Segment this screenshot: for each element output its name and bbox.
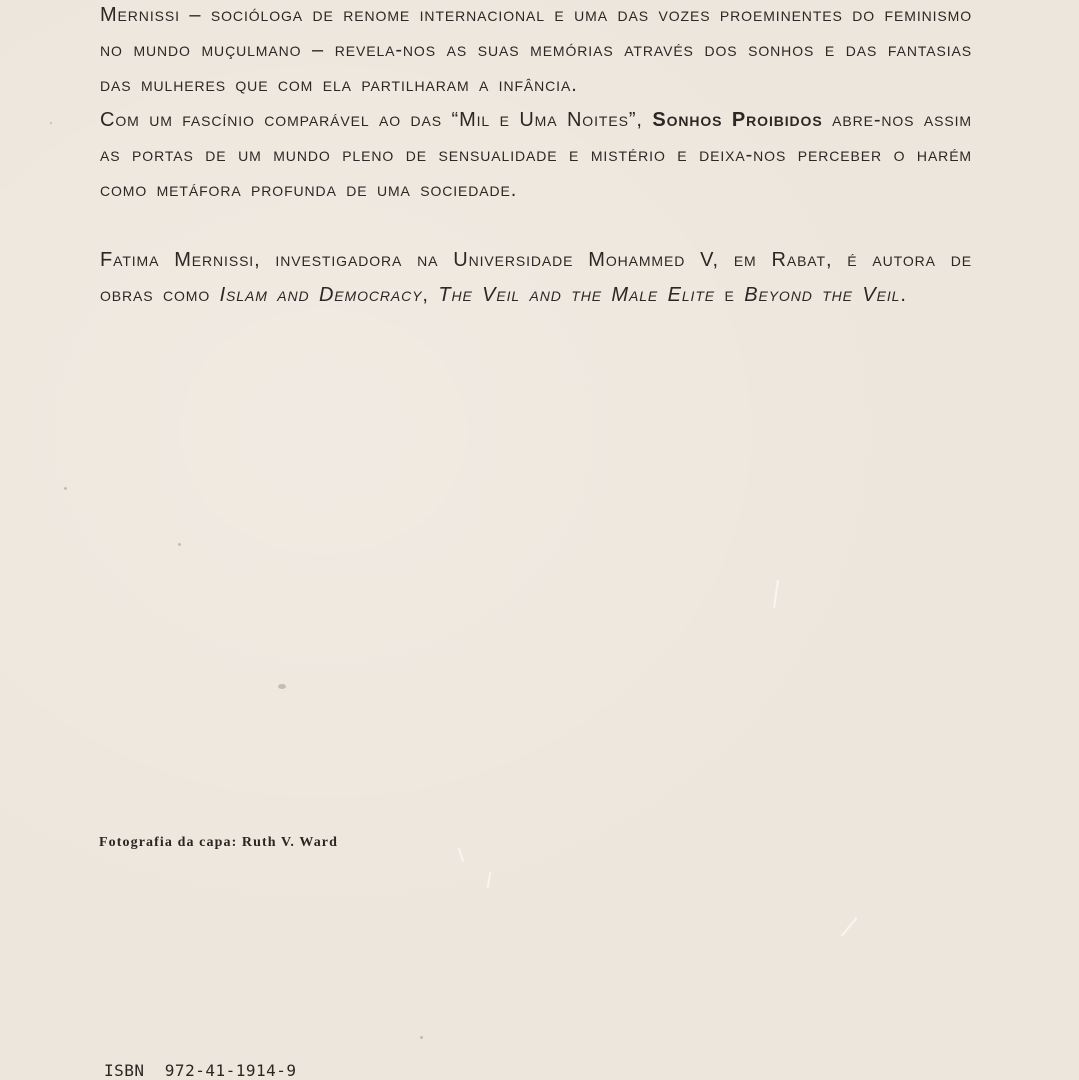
paper-speck: [64, 487, 67, 490]
blurb-paragraph-1: Mernissi – socióloga de renome internacional e uma das vozes proeminentes do feminismo no mundo muçulmano – revela-nos as suas memórias através dos sonhos e das fantasias das mulheres que com ela partilharam a infância.: [100, 4, 972, 96]
author-bio-paragraph: [100, 243, 972, 313]
paper-speck: [50, 122, 52, 124]
work-title-2: The Veil and the Male Elite: [438, 284, 716, 306]
paper-scratch: [841, 917, 858, 937]
photo-credit: Fotografia da capa: Ruth V. Ward: [99, 835, 338, 850]
blurb-paragraph-2-start: Com um fascínio comparável ao das “Mil e Uma Noites”,: [100, 109, 643, 131]
author-bio: [100, 243, 972, 313]
blurb-paragraph-2-end: abre-nos assim as portas de um mundo pleno de sensualidade e mistério e deixa-nos perceber o harém como metáfora profunda de uma sociedade.: [100, 109, 972, 201]
paper-speck: [420, 1036, 423, 1039]
paper-scratch: [773, 580, 779, 608]
conjunction: e: [724, 284, 735, 306]
work-title-3: Beyond the Veil: [744, 284, 901, 306]
work-title-1: Islam and Democracy: [219, 284, 423, 306]
paper-scratch: [458, 848, 465, 862]
book-title: Sonhos Proibidos: [652, 109, 823, 131]
sentence-end: .: [900, 284, 907, 306]
paper-speck: [278, 684, 286, 689]
isbn-number: ISBN 972-41-1914-9: [104, 1061, 297, 1080]
paper-scratch: [487, 872, 492, 888]
blurb-paragraph-2: [100, 103, 972, 208]
separator-comma: ,: [422, 284, 429, 306]
paper-speck: [178, 543, 181, 546]
author-bio-text: Fatima Mernissi, investigadora na Universidade Mohammed V, em Rabat, é autora de obras como: [100, 249, 972, 306]
blurb-text: [100, 0, 972, 208]
